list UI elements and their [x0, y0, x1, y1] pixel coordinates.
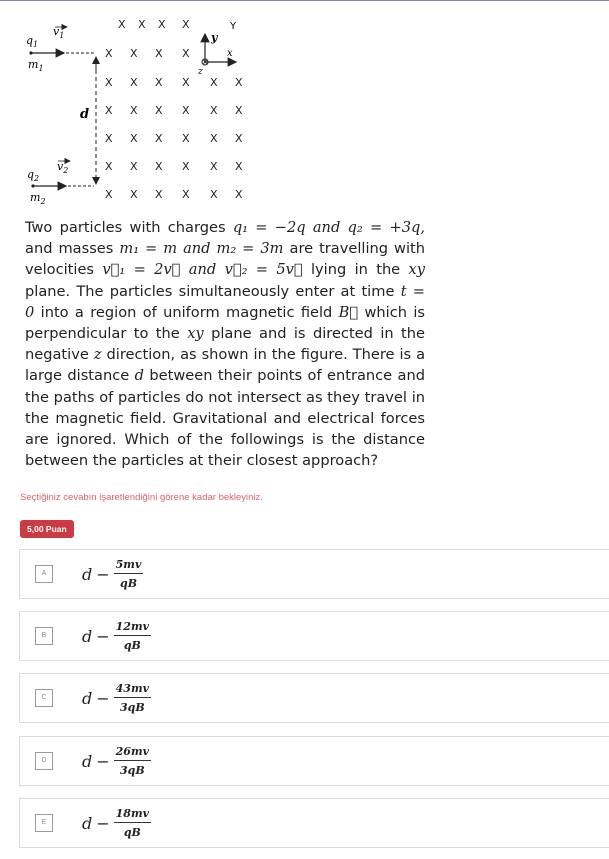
option-formula — [82, 742, 151, 780]
q-rest1: direction, as shown in the figure. There is a large distance — [25, 346, 426, 385]
fraction-numerator: 5mv — [114, 558, 144, 574]
formula-fraction — [114, 558, 144, 590]
field-x-mark: X — [155, 47, 163, 60]
field-x-mark: X — [155, 76, 163, 89]
field-x-mark: X — [105, 104, 113, 117]
formula-d: d — [82, 751, 93, 771]
field-x-mark: X — [235, 104, 243, 117]
option-c[interactable] — [19, 673, 609, 723]
field-x-mark: X — [182, 18, 190, 31]
q-rest2: between their points of entrance and the paths of particles do not intersect as they travel in the magnetic field. Gravitational and electrical forces are ignored. Which of the followings is the distance between the particles at their closest approach? — [25, 367, 426, 470]
option-formula — [82, 555, 143, 593]
selection-wait-note: Seçtiğiniz cevabın işaretlendiğini görene kadar bekleyiniz. — [20, 492, 263, 503]
charge2-label: $q_2$ — [27, 168, 40, 183]
option-d[interactable] — [19, 736, 609, 786]
field-x-mark: X — [210, 104, 218, 117]
z-axis-label: z — [198, 67, 203, 77]
q-dvar: d — [134, 367, 144, 385]
field-x-mark: X — [130, 132, 138, 145]
q-plane2: xy — [187, 325, 204, 343]
field-x-mark: X — [130, 47, 138, 60]
corner-y-label: Y — [230, 21, 237, 32]
q-are: are travelling with velocities — [25, 240, 425, 279]
mass2-label: $m_2$ — [30, 191, 46, 206]
field-x-mark: X — [155, 104, 163, 117]
formula-fraction — [114, 745, 151, 777]
question-text — [25, 217, 425, 471]
q-zdir: z — [93, 346, 102, 364]
option-e[interactable] — [19, 798, 609, 848]
field-x-mark: X — [105, 160, 113, 173]
formula-minus: − — [96, 751, 110, 771]
y-axis-label: y — [211, 31, 218, 44]
field-x-mark: X — [155, 160, 163, 173]
formula-d: d — [82, 688, 93, 708]
field-x-mark: X — [155, 132, 163, 145]
field-x-mark: X — [118, 18, 126, 31]
option-letter[interactable]: B — [35, 627, 53, 645]
field-x-mark: X — [210, 132, 218, 145]
field-x-mark: X — [182, 132, 190, 145]
formula-fraction — [114, 620, 151, 652]
option-letter[interactable]: C — [35, 689, 53, 707]
q-lying: lying in the — [310, 261, 401, 279]
field-x-mark: X — [182, 188, 190, 201]
formula-fraction — [114, 807, 151, 839]
q-plane: xy — [408, 261, 425, 279]
formula-minus: − — [96, 626, 110, 646]
field-x-mark: X — [105, 132, 113, 145]
option-a[interactable] — [19, 549, 609, 599]
q-time: t = 0 — [25, 282, 426, 321]
formula-minus: − — [96, 564, 110, 584]
distance-label: d — [80, 107, 90, 122]
field-x-grid — [105, 18, 243, 201]
field-x-mark: X — [130, 188, 138, 201]
option-formula — [82, 804, 151, 842]
field-x-mark: X — [105, 76, 113, 89]
fraction-denominator: qB — [123, 826, 141, 839]
velocity1-label: $v_1$ — [53, 25, 65, 40]
field-x-mark: X — [235, 76, 243, 89]
formula-minus: − — [96, 813, 110, 833]
velocity2-label: $v_2$ — [57, 160, 69, 175]
formula-d: d — [82, 626, 93, 646]
field-x-mark: X — [130, 104, 138, 117]
fraction-numerator: 43mv — [114, 682, 151, 698]
field-x-mark: X — [210, 160, 218, 173]
option-b[interactable] — [19, 611, 609, 661]
q-dir: plane and is directed in the negative — [25, 325, 426, 364]
option-formula — [82, 679, 151, 717]
q-region: into a region of uniform magnetic field — [40, 303, 333, 321]
field-x-mark: X — [235, 160, 243, 173]
field-x-mark: X — [182, 160, 190, 173]
q-and-masses: and masses — [25, 240, 114, 258]
formula-d: d — [82, 813, 93, 833]
charge1-label: $q_1$ — [26, 34, 39, 49]
fraction-denominator: qB — [123, 639, 141, 652]
q-charges: q₁ = −2q and q₂ = +3q, — [232, 219, 425, 236]
q-velocities: v⃗₁ = 2v⃗ and v⃗₂ = 5v⃗ — [102, 261, 303, 279]
field-x-mark: X — [235, 132, 243, 145]
figure-svg — [0, 0, 260, 215]
formula-minus: − — [96, 688, 110, 708]
points-badge: 5,00 Puan — [20, 520, 74, 538]
fraction-numerator: 12mv — [114, 620, 151, 636]
field-x-mark: X — [105, 188, 113, 201]
fraction-numerator: 26mv — [114, 745, 151, 761]
x-axis-label: x — [227, 48, 233, 59]
magnetic-field-figure — [0, 0, 260, 215]
field-x-mark: X — [182, 47, 190, 60]
fraction-denominator: qB — [120, 577, 137, 590]
field-x-mark: X — [130, 76, 138, 89]
q-masses: m₁ = m and m₂ = 3m — [119, 240, 284, 258]
field-x-mark: X — [210, 188, 218, 201]
option-letter[interactable]: D — [35, 752, 53, 770]
field-x-mark: X — [158, 18, 166, 31]
fraction-numerator: 18mv — [114, 807, 151, 823]
field-x-mark: X — [182, 76, 190, 89]
option-letter[interactable]: A — [35, 565, 53, 583]
field-x-mark: X — [235, 188, 243, 201]
mass1-label: $m_1$ — [28, 58, 44, 73]
field-x-mark: X — [105, 47, 113, 60]
field-x-mark: X — [138, 18, 146, 31]
field-x-mark: X — [182, 104, 190, 117]
formula-d: d — [82, 564, 93, 584]
option-letter[interactable]: E — [35, 814, 53, 832]
field-x-mark: X — [155, 188, 163, 201]
fraction-denominator: 3qB — [120, 701, 145, 714]
q-perp: which is perpendicular to the — [25, 303, 425, 343]
fraction-denominator: 3qB — [120, 764, 145, 777]
q-plane-rest: plane. The particles simultaneously enter at time — [25, 282, 395, 300]
option-formula — [82, 617, 151, 655]
q-field: B⃗ — [338, 303, 359, 321]
field-x-mark: X — [210, 76, 218, 89]
q-intro: Two particles with charges — [25, 219, 226, 236]
formula-fraction — [114, 682, 151, 714]
field-x-mark: X — [130, 160, 138, 173]
